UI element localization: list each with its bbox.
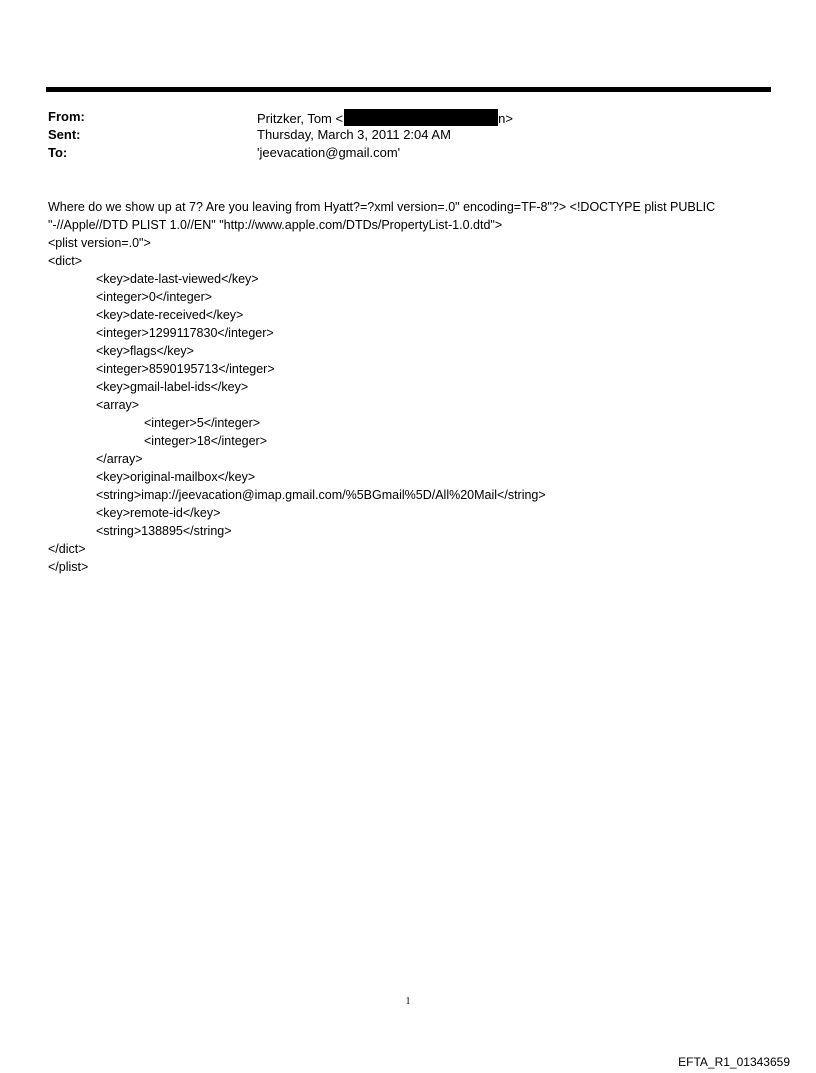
plist-line: <integer>8590195713</integer>: [96, 362, 275, 376]
to-value: 'jeevacation@gmail.com': [257, 145, 401, 160]
plist-line: <key>flags</key>: [96, 344, 194, 358]
plist-line: </array>: [96, 452, 143, 466]
from-name: Pritzker, Tom <: [257, 111, 344, 126]
plist-line: <key>original-mailbox</key>: [96, 470, 256, 484]
body-intro: Where do we show up at 7? Are you leaving from Hyatt?=?xml version=.0" encoding=TF-8"?> <!DOCTYPE plist PUBLIC "-//Apple//DTD PLIST 1.0//EN" "http://www.apple.com/DTDs/PropertyList-1.0.dtd">: [48, 200, 716, 232]
plist-line: <string>imap://jeevacation@imap.gmail.com/%5BGmail%5D/All%20Mail</string>: [96, 488, 546, 502]
from-label: From:: [48, 109, 85, 124]
redaction-box: [344, 109, 498, 126]
page-number: 1: [405, 996, 411, 1007]
to-label: To:: [48, 145, 68, 160]
plist-line: <integer>18</integer>: [144, 434, 268, 448]
plist-line: <integer>0</integer>: [96, 290, 213, 304]
plist-open-line: <plist version=.0">: [48, 236, 151, 250]
from-value: [257, 109, 513, 127]
bates-number: EFTA_R1_01343659: [678, 1055, 790, 1069]
sent-value: Thursday, March 3, 2011 2:04 AM: [257, 127, 451, 142]
header-rule: [46, 87, 771, 92]
plist-close-line: </plist>: [48, 560, 89, 574]
plist-line: <key>remote-id</key>: [96, 506, 221, 520]
dict-open-line: <dict>: [48, 254, 83, 268]
plist-line: <integer>5</integer>: [144, 416, 261, 430]
from-email-end: n>: [498, 111, 513, 126]
plist-line: <string>138895</string>: [96, 524, 232, 538]
email-body: [48, 198, 776, 576]
dict-close-line: </dict>: [48, 542, 86, 556]
plist-line: <key>date-received</key>: [96, 308, 244, 322]
sent-label: Sent:: [48, 127, 81, 142]
plist-line: <key>date-last-viewed</key>: [96, 272, 259, 286]
plist-line: <integer>1299117830</integer>: [96, 326, 274, 340]
plist-line: <key>gmail-label-ids</key>: [96, 380, 249, 394]
plist-line: <array>: [96, 398, 140, 412]
